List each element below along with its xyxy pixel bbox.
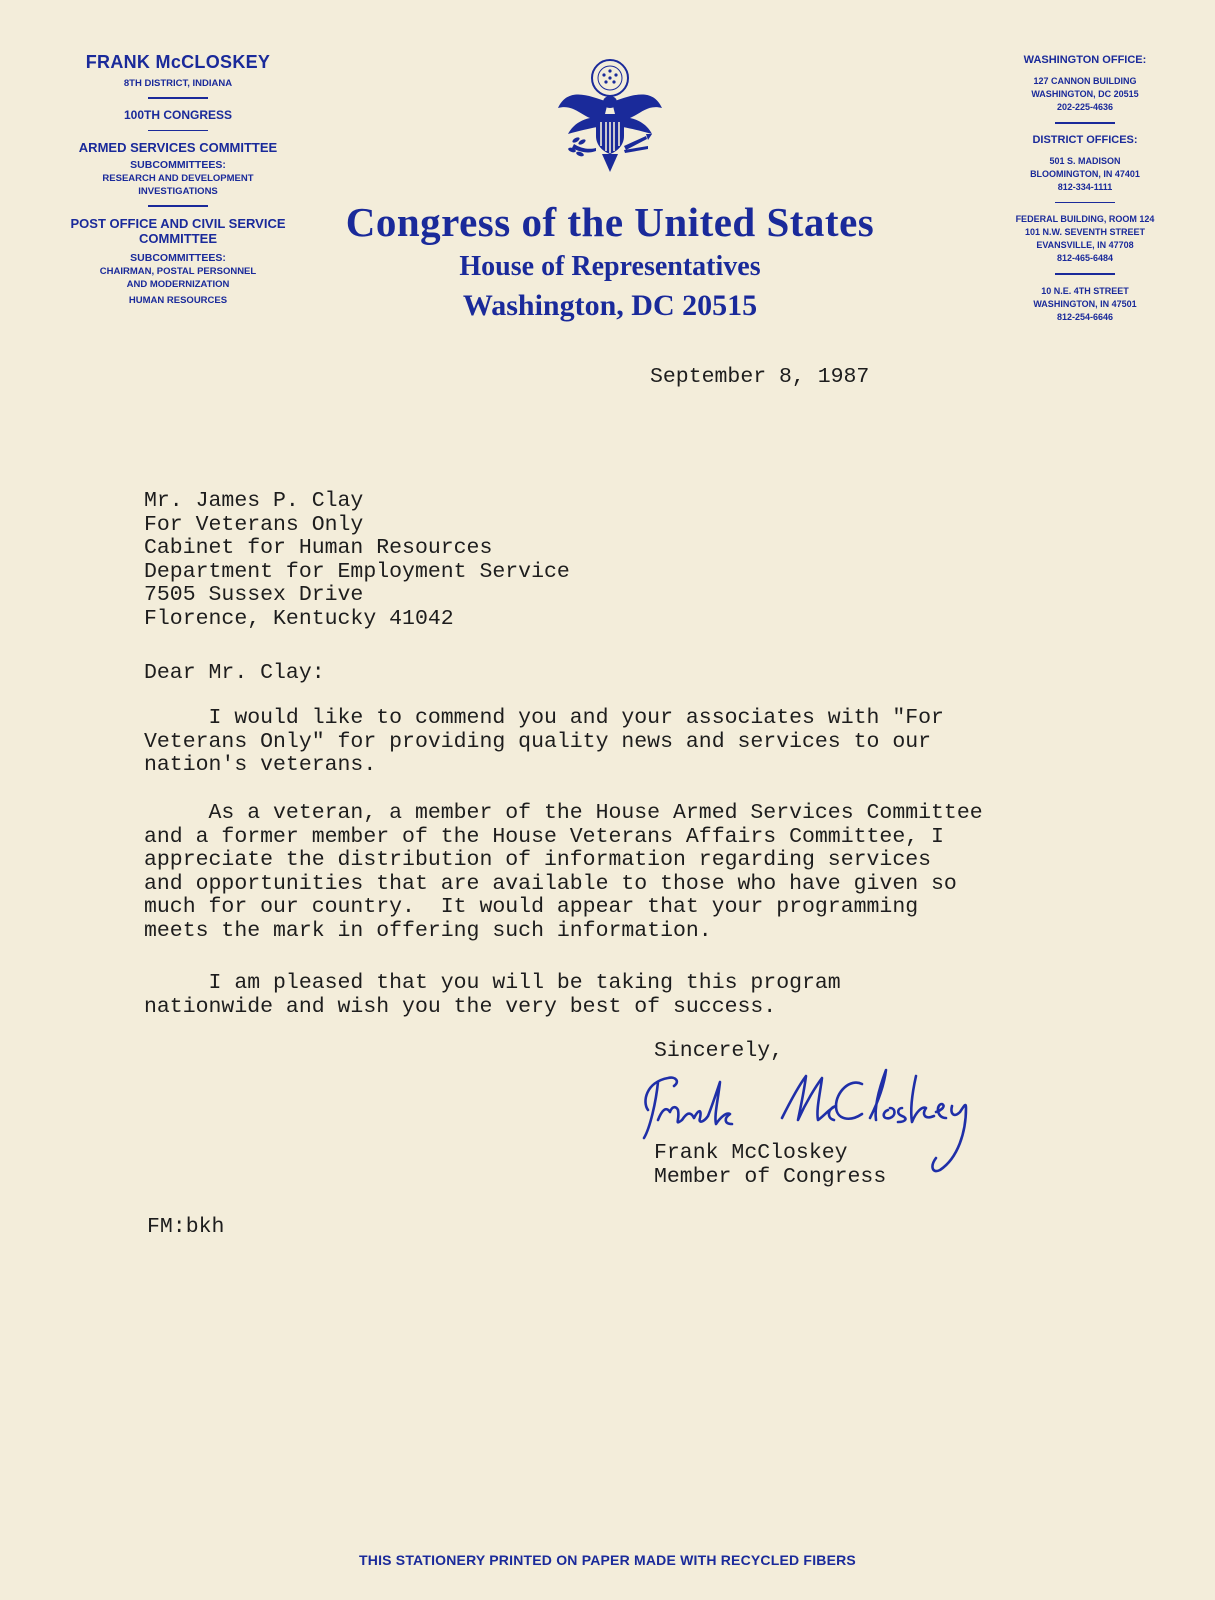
office-line: EVANSVILLE, IN 47708 — [1036, 240, 1134, 250]
address-line: Mr. James P. Clay — [144, 489, 364, 513]
committee-post-office-line2: COMMITTEE — [139, 230, 217, 246]
office-line: WASHINGTON, DC 20515 — [1031, 89, 1139, 99]
subcommittee-item: RESEARCH AND DEVELOPMENT — [102, 173, 254, 184]
signer-name: Frank McCloskey — [654, 1141, 848, 1165]
divider — [1055, 122, 1115, 124]
letterhead-center — [340, 56, 880, 324]
signer-block — [654, 1142, 886, 1189]
subcommittee-item: INVESTIGATIONS — [138, 186, 218, 197]
congress-number: 100TH CONGRESS — [123, 107, 233, 122]
office-line: 101 N.W. SEVENTH STREET — [1024, 227, 1146, 237]
subcommittee-item: CHAIRMAN, POSTAL PERSONNEL — [99, 265, 257, 277]
office-phone: 812-334-1111 — [1057, 181, 1113, 192]
address-line: Department for Employment Service — [144, 559, 570, 584]
body-paragraph: I would like to commend you and your associates with "For Veterans Only" for providing quality news and services to our nation's veterans. — [144, 706, 944, 777]
letterhead-right — [990, 54, 1180, 324]
divider — [1055, 202, 1115, 204]
committee-armed-services: ARMED SERVICES COMMITTEE — [78, 140, 278, 155]
closing: Sincerely, — [654, 1039, 784, 1063]
subcommittee-item: HUMAN RESOURCES — [128, 294, 228, 306]
office-line: 127 CANNON BUILDING — [1033, 76, 1137, 86]
office-line: BLOOMINGTON, IN 47401 — [1030, 168, 1140, 179]
divider — [148, 205, 208, 207]
address-line: Cabinet for Human Resources — [144, 536, 493, 560]
washington-address: Washington, DC 20515 — [462, 289, 758, 322]
subcommittees-heading: SUBCOMMITTEES: — [130, 159, 226, 171]
washington-office-heading: WASHINGTON OFFICE: — [1023, 54, 1147, 66]
signer-title: Member of Congress — [654, 1164, 887, 1189]
office-phone: 812-465-6484 — [1056, 253, 1114, 263]
office-phone: 812-254-6646 — [1056, 311, 1114, 322]
salutation: Dear Mr. Clay: — [144, 661, 325, 685]
great-seal-eagle-icon — [550, 56, 670, 178]
congress-title: Congress of the United States — [345, 199, 875, 245]
committee-post-office-line1: POST OFFICE AND CIVIL SERVICE — [70, 215, 286, 231]
body-paragraph: I am pleased that you will be taking this program nationwide and wish you the very best of success. — [144, 971, 841, 1019]
typist-initials: FM:bkh — [147, 1215, 225, 1239]
subcommittees-heading: SUBCOMMITTEES: — [130, 251, 226, 264]
recycled-paper-footer: THIS STATIONERY PRINTED ON PAPER MADE WITH RECYCLED FIBERS — [359, 1552, 856, 1568]
member-district: 8TH DISTRICT, INDIANA — [123, 78, 233, 89]
member-name: FRANK McCLOSKEY — [85, 52, 271, 72]
district-offices-heading: DISTRICT OFFICES: — [1032, 133, 1138, 146]
address-line: 7505 Sussex Drive — [144, 583, 364, 607]
divider — [148, 130, 208, 132]
office-line: FEDERAL BUILDING, ROOM 124 — [1015, 214, 1155, 224]
address-line: Florence, Kentucky 41042 — [144, 606, 454, 631]
office-line: 501 S. MADISON — [1049, 155, 1121, 166]
divider — [148, 97, 208, 99]
letter-date: September 8, 1987 — [650, 365, 870, 389]
body-paragraph: As a veteran, a member of the House Armed Services Committee and a former member of the House Veterans Affairs Committee, I appreciate the distribution of information regarding services and opportunities that are available to those who have given so much for our country. It would appear that your programming meets the mark in offering such information. — [144, 801, 983, 943]
house-subtitle: House of Representatives — [459, 251, 761, 282]
office-phone: 202-225-4636 — [1056, 102, 1114, 112]
letterhead-left — [48, 52, 308, 307]
address-line: For Veterans Only — [144, 512, 364, 537]
office-line: WASHINGTON, IN 47501 — [1033, 298, 1137, 309]
divider — [1055, 273, 1115, 275]
recipient-address — [144, 490, 570, 631]
subcommittee-item: AND MODERNIZATION — [126, 278, 230, 290]
office-line: 10 N.E. 4TH STREET — [1041, 285, 1129, 296]
